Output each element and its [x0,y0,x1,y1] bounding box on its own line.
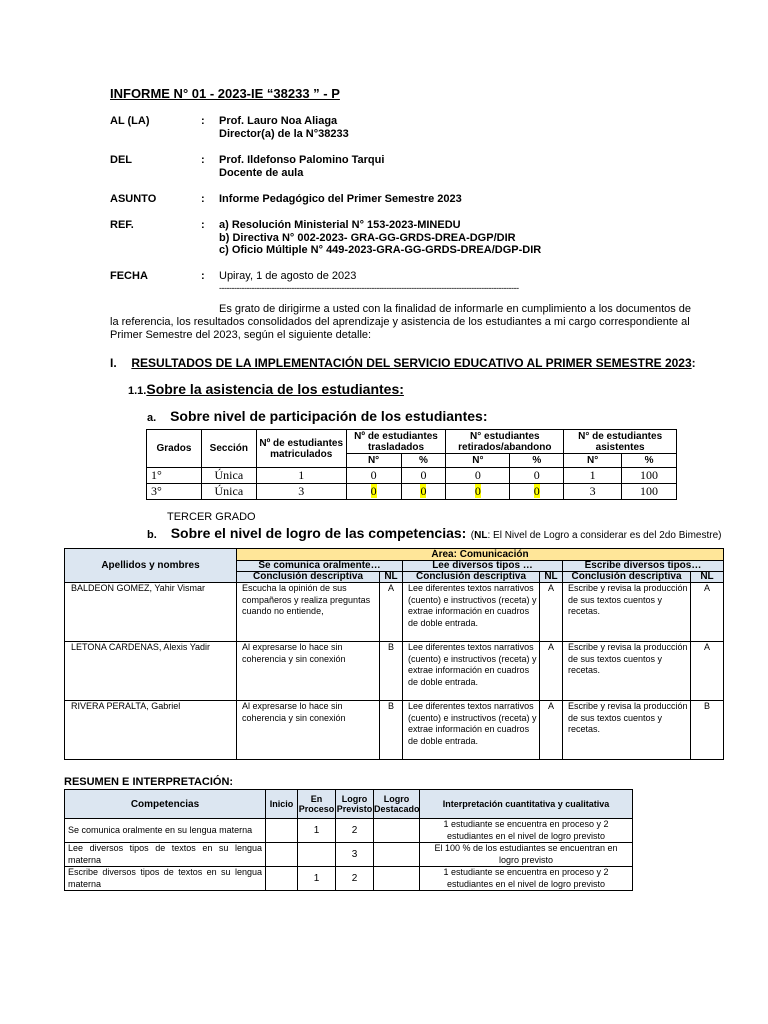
summary-header-destacado: Logro Destacado [374,790,420,819]
nl-oral: B [380,642,403,701]
col-nl-3: NL [691,572,724,583]
nl-lee: A [540,583,563,642]
value-del-line1: Prof. Ildefonso Palomino Tarqui [219,154,385,166]
summary-comp: Se comunica oralmente en su lengua materna [65,819,266,843]
summary-proceso: 1 [298,867,336,891]
subsection-b-number: b. [147,529,157,541]
value-fecha: Upiray, 1 de agosto de 2023 [219,270,357,282]
summary-destacado [374,867,420,891]
competency-row [65,642,724,701]
desc-oral: Al expresarse lo hace sin coherencia y sin conexión [237,642,380,701]
student-name: RIVERA PERALTA, Gabriel [65,701,237,760]
attendance-sub-tras-pct: % [401,454,446,468]
summary-header-interp: Interpretación cuantitativa y cualitativa [420,790,633,819]
attendance-sub-tras-n: N° [346,454,401,468]
section-1-heading [110,356,696,370]
desc-lee: Lee diferentes textos narrativos (cuento) e instructivos (receta) y extrae información en cuadros de doble entrada. [403,642,540,701]
subsection-1-1 [128,381,404,399]
summary-destacado [374,843,420,867]
competency-group-oral: Se comunica oralmente… [237,561,403,572]
colon-fecha: : [201,270,205,282]
grade-label: TERCER GRADO [167,511,256,523]
value-del-line2: Docente de aula [219,167,304,179]
label-ref: REF. [110,219,134,231]
competencies-header-area: Área: Comunicación [237,549,724,561]
attendance-cell-grado: 1° [147,468,202,484]
note-nl: NL [474,530,488,541]
competency-group-lee: Lee diversos tipos … [403,561,563,572]
attendance-header-retirados: N° estudiantes retirados/abandono [446,430,564,454]
attendance-cell-asis-n: 3 [564,484,622,500]
section-1-number: I. [110,356,117,370]
nl-lee: A [540,701,563,760]
attendance-cell-matriculados: 3 [256,484,346,500]
intro-line-3: Primer Semestre del 2023, según el siguiente detalle: [110,329,372,341]
attendance-header-trasladados: Nº de estudiantes trasladados [346,430,446,454]
student-name: LETONA CARDENAS, Alexis Yadir [65,642,237,701]
student-name: BALDEON GOMEZ, Yahir Vismar [65,583,237,642]
subsection-a-number: a. [147,412,157,424]
attendance-header-matriculados: Nº de estudiantes matriculados [256,430,346,468]
attendance-cell-seccion: Única [201,468,256,484]
summary-previsto: 2 [336,819,374,843]
note-open-paren: ( [470,530,475,541]
col-desc-3: Conclusión descriptiva [563,572,691,583]
summary-title: RESUMEN E INTERPRETACIÓN: [64,776,234,788]
value-del [219,154,384,180]
desc-escribe: Escribe y revisa la producción de sus textos cuentos y recetas. [563,583,691,642]
summary-inicio [266,867,298,891]
summary-header-inicio: Inicio [266,790,298,819]
summary-table [64,789,633,891]
colon-ref: : [201,219,205,231]
subsection-b-title: Sobre el nivel de logro de las competencias: [170,525,467,541]
summary-destacado [374,819,420,843]
attendance-cell-matriculados: 1 [256,468,346,484]
nl-oral: A [380,583,403,642]
competency-group-escribe: Escribe diversos tipos… [563,561,724,572]
summary-proceso [298,843,336,867]
attendance-cell-asis-p: 100 [622,484,677,500]
intro-line-2: la referencia, los resultados consolidados del aprendizaje y asistencia de los estudiantes a mi cargo correspondiente al [110,316,690,328]
nl-oral: B [380,701,403,760]
competency-row [65,583,724,642]
desc-lee: Lee diferentes textos narrativos (cuento) e instructivos (receta) y extrae información en cuadros de doble entrada. [403,701,540,760]
attendance-row [147,484,677,500]
competency-row [65,701,724,760]
desc-escribe: Escribe y revisa la producción de sus textos cuentos y recetas. [563,701,691,760]
summary-previsto: 2 [336,867,374,891]
ref-line-c: c) Oficio Múltiple N° 449-2023-GRA-GG-GRDS-DREA/DGP-DIR [219,244,542,256]
value-asunto: Informe Pedagógico del Primer Semestre 2023 [219,193,462,205]
attendance-cell-asis-p: 100 [622,468,677,484]
nl-escribe: A [691,583,724,642]
col-desc-2: Conclusión descriptiva [403,572,540,583]
attendance-header-grados: Grados [147,430,202,468]
summary-interp: 1 estudiante se encuentra en proceso y 2 estudiantes en el nivel de logro previsto [420,819,633,843]
highlight-value: 0 [474,484,481,498]
attendance-cell-tras-n [346,484,401,500]
summary-previsto: 3 [336,843,374,867]
summary-row [65,843,633,867]
summary-inicio [266,843,298,867]
summary-header-proceso: En Proceso [298,790,336,819]
attendance-cell-tras-p: 0 [401,468,446,484]
subsection-1-1-title: Sobre la asistencia de los estudiantes: [146,381,404,397]
nl-escribe: A [691,642,724,701]
value-al-line1: Prof. Lauro Noa Aliaga [219,115,338,127]
subsection-b [147,525,722,543]
summary-row [65,867,633,891]
dash-separator: ------------------------------------------------------------------------------------------------------------------------ [219,283,519,293]
subsection-1-1-number: 1.1. [128,385,147,397]
intro-line-1: Es grato de dirigirme a usted con la finalidad de informarle en cumplimiento a los documentos de [219,303,692,315]
highlight-value: 0 [533,484,540,498]
desc-escribe: Escribe y revisa la producción de sus textos cuentos y recetas. [563,642,691,701]
attendance-sub-ret-n: N° [446,454,510,468]
section-1-colon: : [691,356,696,370]
attendance-table [146,429,677,500]
col-nl-1: NL [380,572,403,583]
attendance-sub-asis-pct: % [622,454,677,468]
subsection-b-note [471,530,722,541]
report-title: INFORME N° 01 - 2023-IE “38233 ” - P [110,86,340,101]
subsection-a-title: Sobre nivel de participación de los estudiantes: [170,408,488,424]
desc-oral: Escucha la opinión de sus compañeros y realiza preguntas cuando no entiende, [237,583,380,642]
ref-line-b: b) Directiva N° 002-2023- GRA-GG-GRDS-DREA-DGP/DIR [219,231,516,244]
nl-escribe: B [691,701,724,760]
col-desc-1: Conclusión descriptiva [237,572,380,583]
col-nl-2: NL [540,572,563,583]
attendance-header-seccion: Sección [201,430,256,468]
label-al: AL (LA) [110,115,150,127]
attendance-cell-seccion: Única [201,484,256,500]
highlight-value: 0 [420,484,427,498]
attendance-row [147,468,677,484]
attendance-cell-ret-n: 0 [446,468,510,484]
value-al [219,115,349,141]
nl-lee: A [540,642,563,701]
colon-al: : [201,115,205,127]
summary-proceso: 1 [298,819,336,843]
summary-interp: El 100 % de los estudiantes se encuentran en logro previsto [420,843,633,867]
subsection-a [147,408,488,426]
summary-row [65,819,633,843]
ref-line-a: a) Resolución Ministerial N° 153-2023-MINEDU [219,219,461,231]
attendance-cell-tras-p [401,484,446,500]
desc-oral: Al expresarse lo hace sin coherencia y sin conexión [237,701,380,760]
attendance-cell-asis-n: 1 [564,468,622,484]
colon-asunto: : [201,193,205,205]
label-fecha: FECHA [110,270,148,282]
note-rest: : El Nivel de Logro a considerar es del 2do Bimestre) [487,530,722,541]
attendance-sub-asis-n: N° [564,454,622,468]
attendance-cell-ret-n [446,484,510,500]
value-ref [219,219,541,257]
colon-del: : [201,154,205,166]
attendance-cell-tras-n: 0 [346,468,401,484]
attendance-cell-ret-p [510,484,564,500]
value-al-line2: Director(a) de la N°38233 [219,128,349,140]
summary-header-comp: Competencias [65,790,266,819]
attendance-header-asistentes: N° de estudiantes asistentes [564,430,677,454]
summary-header-previsto: Logro Previsto [336,790,374,819]
summary-comp: Lee diversos tipos de textos en su lengua materna [65,843,266,867]
section-1-title: RESULTADOS DE LA IMPLEMENTACIÓN DEL SERVICIO EDUCATIVO AL PRIMER SEMESTRE 2023 [131,356,692,370]
summary-interp: 1 estudiante se encuentra en proceso y 2 estudiantes en el nivel de logro previsto [420,867,633,891]
label-del: DEL [110,154,132,166]
competencies-table [64,548,724,760]
summary-comp: Escribe diversos tipos de textos en su lengua materna [65,867,266,891]
attendance-cell-ret-p: 0 [510,468,564,484]
desc-lee: Lee diferentes textos narrativos (cuento) e instructivos (receta) y extrae información en cuadros de doble entrada. [403,583,540,642]
highlight-value: 0 [370,484,377,498]
attendance-cell-grado: 3° [147,484,202,500]
label-asunto: ASUNTO [110,193,157,205]
summary-inicio [266,819,298,843]
attendance-sub-ret-pct: % [510,454,564,468]
competencies-header-names: Apellidos y nombres [65,549,237,583]
